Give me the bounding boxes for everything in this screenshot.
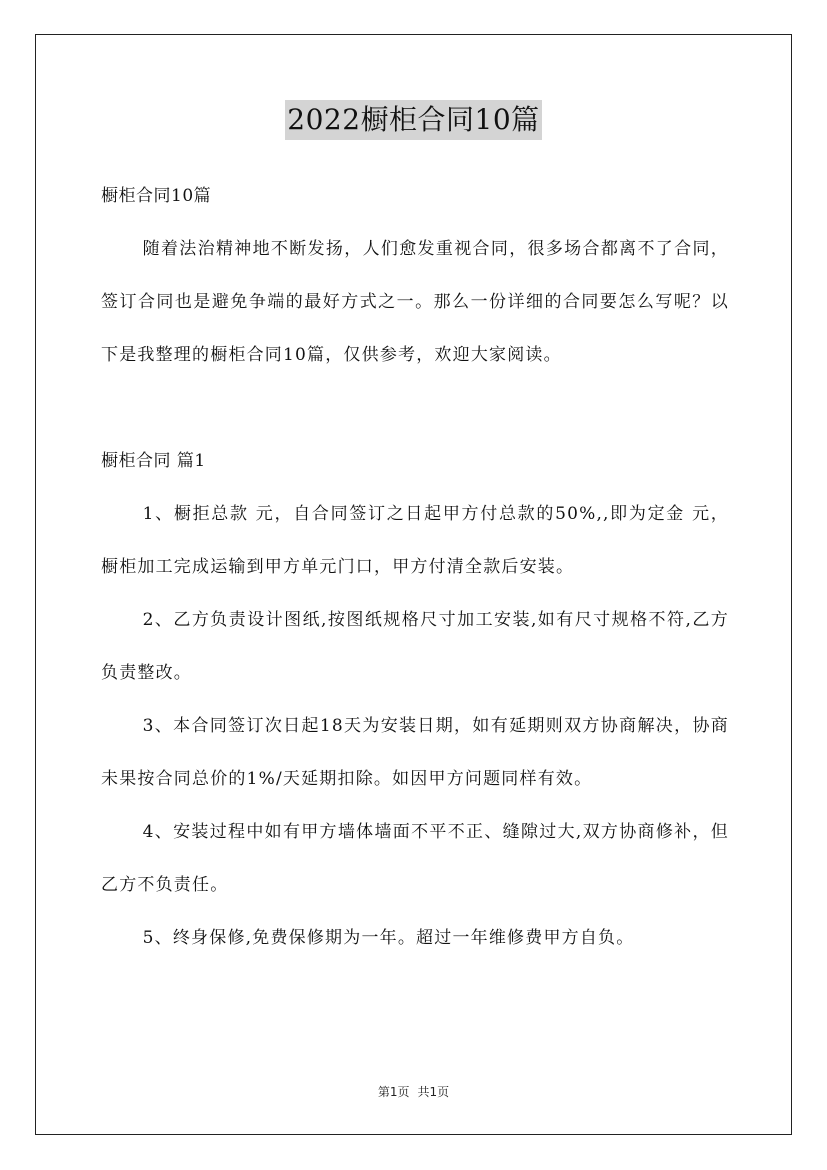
document-title: 2022橱柜合同10篇 (285, 100, 541, 140)
section-heading: 橱柜合同 篇1 (101, 451, 206, 471)
clause-paragraph: 4、安装过程中如有甲方墙体墙面不平不正、缝隙过大,双方协商修补，但乙方不负责任。 (101, 822, 729, 895)
intro-paragraph: 随着法治精神地不断发扬，人们愈发重视合同，很多场合都离不了合同，签订合同也是避免争端的最好方式之一。那么一份详细的合同要怎么写呢？以下是我整理的橱柜合同10篇，仅供参考，欢迎大家阅读。 (101, 239, 729, 365)
page-number: 第1页 (377, 1085, 410, 1099)
page-total: 共1页 (417, 1085, 450, 1099)
clause-paragraph: 3、本合同签订次日起18天为安装日期，如有延期则双方协商解决，协商未果按合同总价的1%/天延期扣除。如因甲方问题同样有效。 (101, 716, 729, 789)
page-footer (0, 1083, 827, 1100)
document-subtitle: 橱柜合同10篇 (101, 186, 212, 206)
paragraph-spacer (101, 382, 729, 435)
title-container (0, 100, 827, 140)
clause-paragraph: 1、橱拒总款 元，自合同签订之日起甲方付总款的50%,,即为定金 元，橱柜加工完成运输到甲方单元门口，甲方付清全款后安装。 (101, 504, 729, 577)
clause-paragraph: 2、乙方负责设计图纸,按图纸规格尺寸加工安装,如有尺寸规格不符,乙方负责整改。 (101, 610, 729, 683)
clause-paragraph: 5、终身保修,免费保修期为一年。超过一年维修费甲方自负。 (142, 928, 635, 948)
document-body (101, 170, 729, 965)
